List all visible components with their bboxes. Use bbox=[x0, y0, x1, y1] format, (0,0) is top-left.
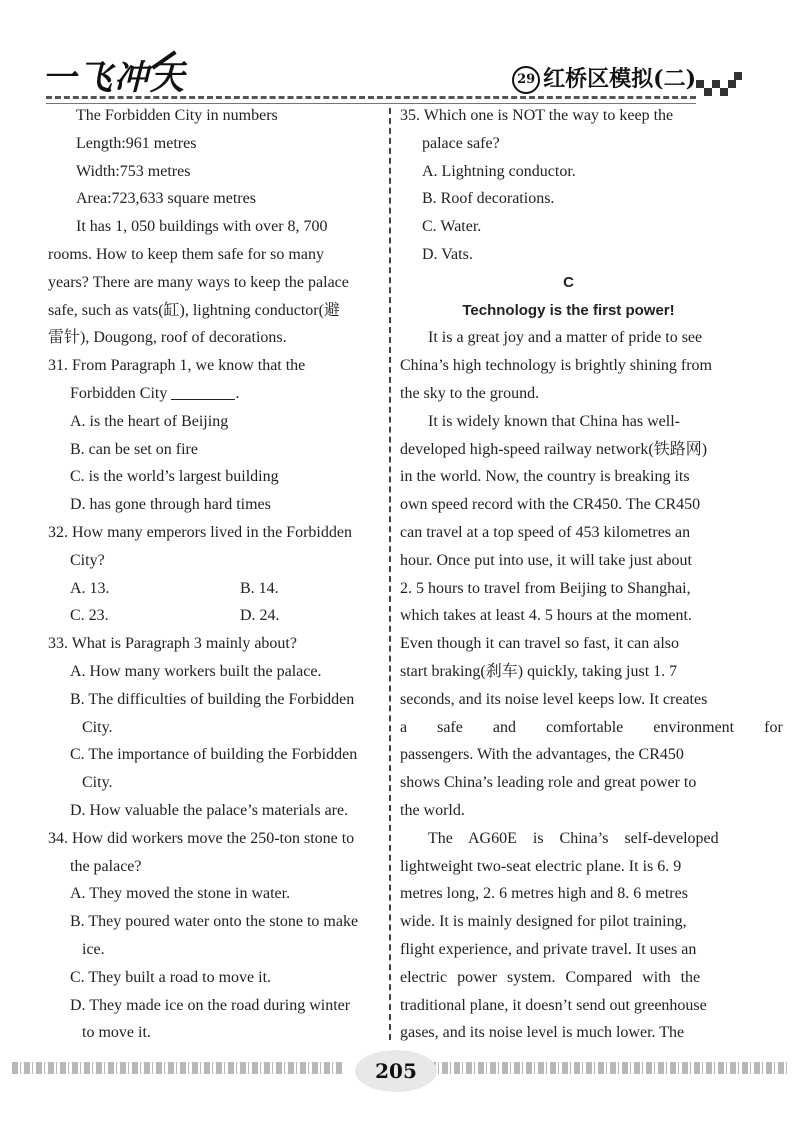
q35-stem-cont: palace safe? bbox=[422, 134, 500, 152]
p3-line: wide. It is mainly designed for pilot training, bbox=[400, 913, 687, 931]
p2-line: developed high-speed railway network(铁路网) bbox=[400, 440, 708, 458]
exam-title-text: 红桥区模拟(二) bbox=[543, 66, 696, 92]
p3-line: lightweight two-seat electric plane. It is 6. 9 bbox=[400, 857, 682, 875]
q34-option-b-cont: ice. bbox=[82, 940, 105, 958]
q31-option-a: A. is the heart of Beijing bbox=[70, 412, 229, 430]
footer-border-left bbox=[12, 1062, 342, 1074]
p1-line: It is a great joy and a matter of pride to see bbox=[428, 329, 703, 347]
p3-line: metres long, 2. 6 metres high and 8. 6 metres bbox=[400, 885, 688, 903]
q34-option-d-cont: to move it. bbox=[82, 1024, 151, 1042]
q35-option-c: C. Water. bbox=[422, 218, 482, 236]
footer-border-right bbox=[430, 1062, 790, 1074]
q31-option-d: D. has gone through hard times bbox=[70, 496, 271, 514]
left-column bbox=[48, 102, 384, 1047]
p3-line: traditional plane, it doesn’t send out greenhouse bbox=[400, 996, 707, 1014]
q31-option-c: C. is the world’s largest building bbox=[70, 468, 279, 486]
p2-line: shows China’s leading role and great power to bbox=[400, 774, 697, 792]
q33-stem: 33. What is Paragraph 3 mainly about? bbox=[48, 635, 297, 653]
brand-logo: 一飞冲天 bbox=[42, 58, 186, 98]
q33-option-d: D. How valuable the palace’s materials are. bbox=[70, 801, 349, 819]
p2-line: own speed record with the CR450. The CR450 bbox=[400, 496, 701, 514]
intro-length: Length:961 metres bbox=[76, 134, 197, 152]
q31-option-b: B. can be set on fire bbox=[70, 440, 198, 458]
intro-width: Width:753 metres bbox=[76, 162, 191, 180]
header-dashed-rule bbox=[46, 96, 696, 99]
page-number: 205 bbox=[355, 1050, 437, 1092]
q31-stem: 31. From Paragraph 1, we know that the bbox=[48, 357, 306, 375]
q32-option-a: A. 13. bbox=[70, 579, 110, 597]
para-line: 雷针), Dougong, roof of decorations. bbox=[48, 329, 287, 347]
p2-line: passengers. With the advantages, the CR450 bbox=[400, 746, 684, 764]
q32-option-b: B. 14. bbox=[240, 579, 279, 597]
q32-option-d: D. 24. bbox=[240, 607, 280, 625]
p1-line: China’s high technology is brightly shining from bbox=[400, 357, 712, 375]
para-line: rooms. How to keep them safe for so many bbox=[48, 245, 324, 263]
q31-stem-text: Forbidden City bbox=[70, 384, 168, 402]
p3-line: The AG60E is China’s self-developed bbox=[428, 829, 719, 847]
q34-option-c: C. They built a road to move it. bbox=[70, 968, 272, 986]
intro-heading: The Forbidden City in numbers bbox=[76, 107, 278, 124]
q34-option-d: D. They made ice on the road during winter bbox=[70, 996, 351, 1014]
q35-option-b: B. Roof decorations. bbox=[422, 190, 555, 208]
para-line: years? There are many ways to keep the palace bbox=[48, 273, 349, 291]
q33-option-c: C. The importance of building the Forbidden bbox=[70, 746, 358, 764]
exam-number-badge: 29 bbox=[512, 66, 540, 94]
page-footer bbox=[0, 1050, 800, 1120]
q32-stem: 32. How many emperors lived in the Forbidden bbox=[48, 523, 352, 541]
q33-option-c-cont: City. bbox=[82, 774, 113, 792]
q34-option-b: B. They poured water onto the stone to make bbox=[70, 913, 359, 931]
p3-line: flight experience, and private travel. It uses an bbox=[400, 940, 697, 958]
intro-area: Area:723,633 square metres bbox=[76, 190, 256, 208]
p2-line: in the world. Now, the country is breaking its bbox=[400, 468, 690, 486]
p2-line: start braking(刹车) quickly, taking just 1. 7 bbox=[400, 662, 678, 680]
q32-stem-cont: City? bbox=[70, 551, 105, 569]
q35-option-d: D. Vats. bbox=[422, 245, 473, 263]
p2-line: can travel at a top speed of 453 kilometres an bbox=[400, 523, 691, 541]
q33-option-a: A. How many workers built the palace. bbox=[70, 662, 322, 680]
q31-stem-cont bbox=[48, 380, 384, 408]
p2-line: 2. 5 hours to travel from Beijing to Shanghai, bbox=[400, 579, 691, 597]
p2-line: seconds, and its noise level keeps low. It creates bbox=[400, 690, 708, 708]
para-line: safe, such as vats(缸), lightning conductor(避 bbox=[48, 301, 340, 319]
q32-option-c: C. 23. bbox=[70, 607, 109, 625]
q33-option-b-cont: City. bbox=[82, 718, 113, 736]
p1-line: the sky to the ground. bbox=[400, 384, 540, 402]
p2-line: the world. bbox=[400, 801, 465, 819]
q32-options-row2 bbox=[48, 602, 384, 630]
right-column bbox=[400, 102, 783, 1047]
para-line: It has 1, 050 buildings with over 8, 700 bbox=[76, 218, 328, 236]
q34-option-a: A. They moved the stone in water. bbox=[70, 885, 291, 903]
q35-option-a: A. Lightning conductor. bbox=[422, 162, 576, 180]
p3-line: gases, and its noise level is much lower. The bbox=[400, 1024, 685, 1042]
p2-line: It is widely known that China has well- bbox=[428, 412, 680, 430]
q32-options-row1 bbox=[48, 575, 384, 603]
p2-line: hour. Once put into use, it will take just about bbox=[400, 551, 692, 569]
q35-stem: 35. Which one is NOT the way to keep the bbox=[400, 107, 674, 124]
exam-title bbox=[512, 62, 696, 94]
answer-blank bbox=[171, 381, 235, 400]
checker-decoration bbox=[696, 72, 742, 96]
passage-title: Technology is the first power! bbox=[462, 301, 675, 319]
section-letter: C bbox=[563, 273, 574, 291]
p3-line: electric power system. Compared with the bbox=[400, 968, 701, 986]
q31-period: . bbox=[235, 384, 240, 402]
q34-stem-cont: the palace? bbox=[70, 857, 142, 875]
column-divider bbox=[389, 108, 391, 1040]
page-header bbox=[0, 0, 800, 108]
q33-option-b: B. The difficulties of building the Forbidden bbox=[70, 690, 355, 708]
p2-line: Even though it can travel so fast, it can also bbox=[400, 635, 680, 653]
p2-line: a safe and comfortable environment for bbox=[400, 718, 783, 736]
q34-stem: 34. How did workers move the 250-ton stone to bbox=[48, 829, 355, 847]
p2-line: which takes at least 4. 5 hours at the moment. bbox=[400, 607, 692, 625]
